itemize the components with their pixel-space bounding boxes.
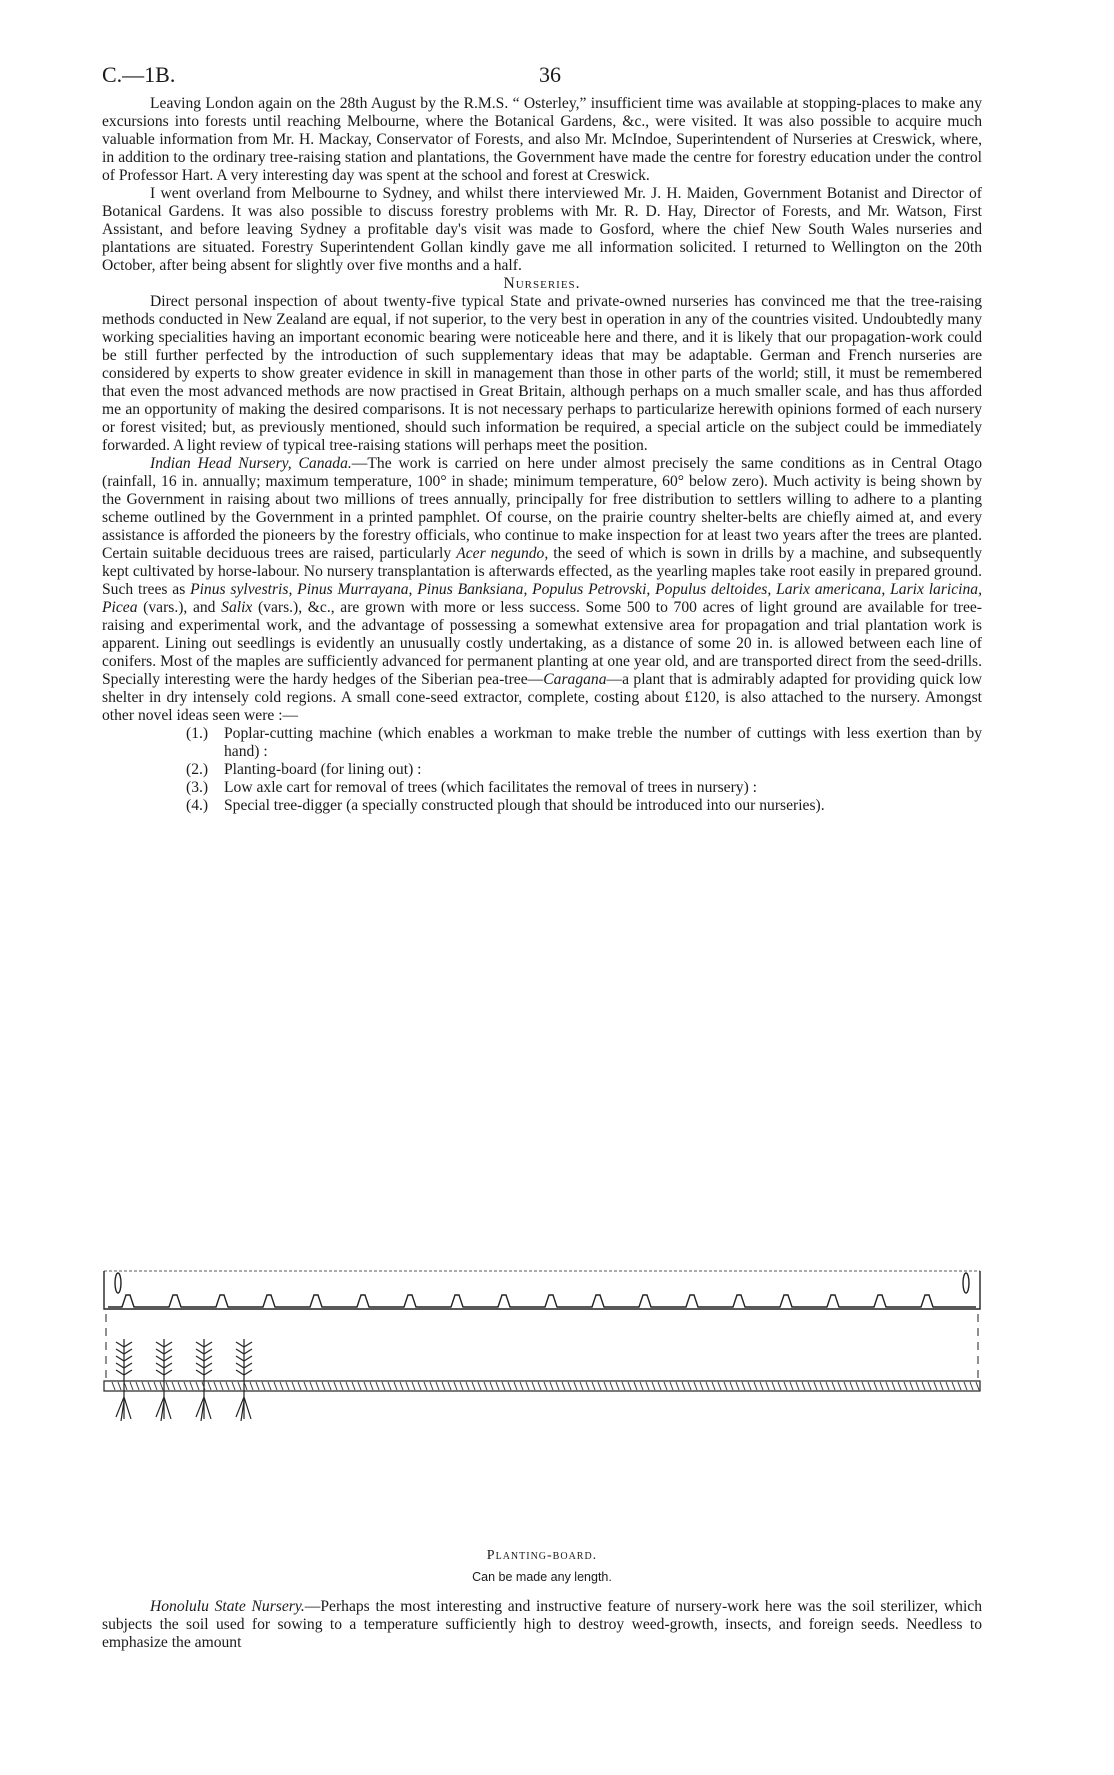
list-item (102, 725, 982, 761)
paragraph-nurseries: Direct personal inspection of about twenty-five typical State and private-owned nurseries has convinced me that the tree-raising methods conducted in New Zealand are equal, if not superior, to the very best in operation in any of the countries visited. Undoubtedly many working specialities having an important economic bearing were noticeable here and there, and it is likely that our propagation-work could be still further perfected by the introduction of such supplementary ideas that may be adaptable. German and French nurseries are considered by experts to show greater evidence in skill in management than those in other parts of the world; still, it must be remembered that even the most advanced methods are now practised in Great Britain, although perhaps on a much smaller scale, and has thus afforded me an opportunity of making the desired comparisons. It is not necessary perhaps to particularize herewith opinions formed of each nursery or forest visited; but, as previously mentioned, should such information be required, a special article on the subject could be immediately forwarded. A light review of typical tree-raising stations will perhaps meet the position. (102, 293, 982, 454)
section-heading-nurseries: Nurseries. (503, 275, 581, 292)
species-salix: Salix (221, 599, 253, 616)
indian-head-title: Indian Head Nursery, Canada. (150, 455, 352, 472)
indian-head-text-5: —a plant that is admirably adapted for providing quick low shelter in dry intensely cold regions. A small cone-seed extractor, complete, costing about £120, is also attached to the nursery. Amongst other novel ideas seen were :— (102, 671, 982, 724)
novel-ideas-list (102, 725, 982, 815)
indian-head-text-3: (vars.), and (137, 599, 222, 616)
list-item-text: Low axle cart for removal of trees (which facilitates the removal of trees in nursery) : (224, 779, 757, 796)
paragraph-indian-head (102, 455, 982, 725)
species-list: Pinus sylvestris, Pinus Murrayana, Pinus Banksiana, Populus Petrovski, Populus deltoides, Larix americana, Larix laricina, Picea (102, 581, 982, 616)
page-number: 36 (539, 62, 561, 87)
paragraph-sydney: I went overland from Melbourne to Sydney, and whilst there interviewed Mr. J. H. Maiden, Government Botanist and Director of Botanical Gardens. It was also possible to discuss forestry problems with Mr. R. D. Hay, Director of Forests, and Mr. Watson, First Assistant, and before leaving Sydney a profitable day's visit was made to Gosford, where the chief New South Wales nurseries and plantations are situated. Forestry Superintendent Gollan kindly gave me all information solicited. I returned to Wellington on the 20th October, after being absent for slightly over five months and a half. (102, 185, 982, 274)
figure-caption: Planting-board. (486, 1548, 598, 1563)
honolulu-title: Honolulu State Nursery. (150, 1598, 305, 1615)
paragraph-london-departure: Leaving London again on the 28th August by the R.M.S. “ Osterley,” insufficient time was available at stopping-places to make any excursions into forests until reaching Melbourne, where the Botanical Gardens, &c., were visited. It was also possible to acquire much valuable information from Mr. H. Mackay, Conservator of Forests, and also Mr. McIndoe, Superintendent of Nurseries at Creswick, where, in addition to the ordinary tree-raising station and plantations, the Government have made the centre for forestry education under the control of Professor Hart. A very interesting day was spent at the school and forest at Creswick. (102, 95, 982, 184)
indian-head-text-1: —The work is carried on here under almost precisely the same conditions as in Central Otago (rainfall, 16 in. annually; maximum temperature, 100° in shade; minimum temperature, 60° below zero). Much activity is being shown by the Government in raising about two millions of trees annually, principally for free distribution to settlers willing to adhere to a planting scheme outlined by the Government in a printed pamphlet. Of course, on the prairie country shelter-belts are chiefly aimed at, and every assistance is afforded the pioneers by the forestry officials, who continue to make inspection for at least two years after the trees are planted. Certain suitable deciduous trees are raised, particularly (102, 455, 982, 562)
indian-head-text-4: (vars.), &c., are grown with more or less success. Some 500 to 700 acres of light ground are available for tree-raising and experimental work, and the advantage of possessing a somewhat extensive area for propagation and trial plantation work is apparent. Lining out seedlings is evidently an unusually costly undertaking, as a distance of some 20 in. is allowed between each line of conifers. Most of the maples are sufficiently advanced for permanent planting at one year old, and are transported direct from the seed-drills. Specially interesting were the hardy hedges of the Siberian pea-tree— (102, 599, 982, 688)
list-item-number: (1.) (186, 725, 209, 742)
paragraph-honolulu (102, 1598, 982, 1652)
body-text-top (102, 95, 982, 815)
list-item-number: (4.) (186, 797, 209, 814)
honolulu-text: —Perhaps the most interesting and instructive feature of nursery-work here was the soil sterilizer, which subjects the soil used for sowing to a temperature sufficiently high to destroy weed-growth, insects, and foreign seeds. Needless to emphasize the amount (102, 1598, 982, 1651)
seedling-icon (196, 1339, 212, 1421)
seedling-icon (236, 1339, 252, 1421)
indian-head-text-2: the seed of which is sown in drills by a machine, and subsequently kept cultivated by horse-labour. No nursery transplantation is afterwards effected, as the yearling maples take root easily in prepared ground. Such trees as (102, 545, 982, 598)
list-item (102, 797, 982, 815)
list-item-text: Planting-board (for lining out) : (224, 761, 422, 778)
species-acer: Acer negundo, (456, 545, 549, 562)
list-item-text: Special tree-digger (a specially constructed plough that should be introduced into our nurseries). (224, 797, 825, 814)
body-text-bottom (102, 1598, 982, 1652)
list-item (102, 779, 982, 797)
list-item-text: Poplar-cutting machine (which enables a workman to make treble the number of cuttings with less exertion than by hand) : (224, 725, 982, 760)
figure-subcaption: Can be made any length. (472, 1570, 612, 1584)
planting-board-illustration (102, 1259, 982, 1429)
seedling-icon (156, 1339, 172, 1421)
seedling-icon (116, 1339, 132, 1421)
species-caragana: Caragana (543, 671, 607, 688)
list-item-number: (3.) (186, 779, 209, 796)
document-code: C.—1B. (102, 62, 176, 87)
list-item-number: (2.) (186, 761, 209, 778)
list-item (102, 761, 982, 779)
